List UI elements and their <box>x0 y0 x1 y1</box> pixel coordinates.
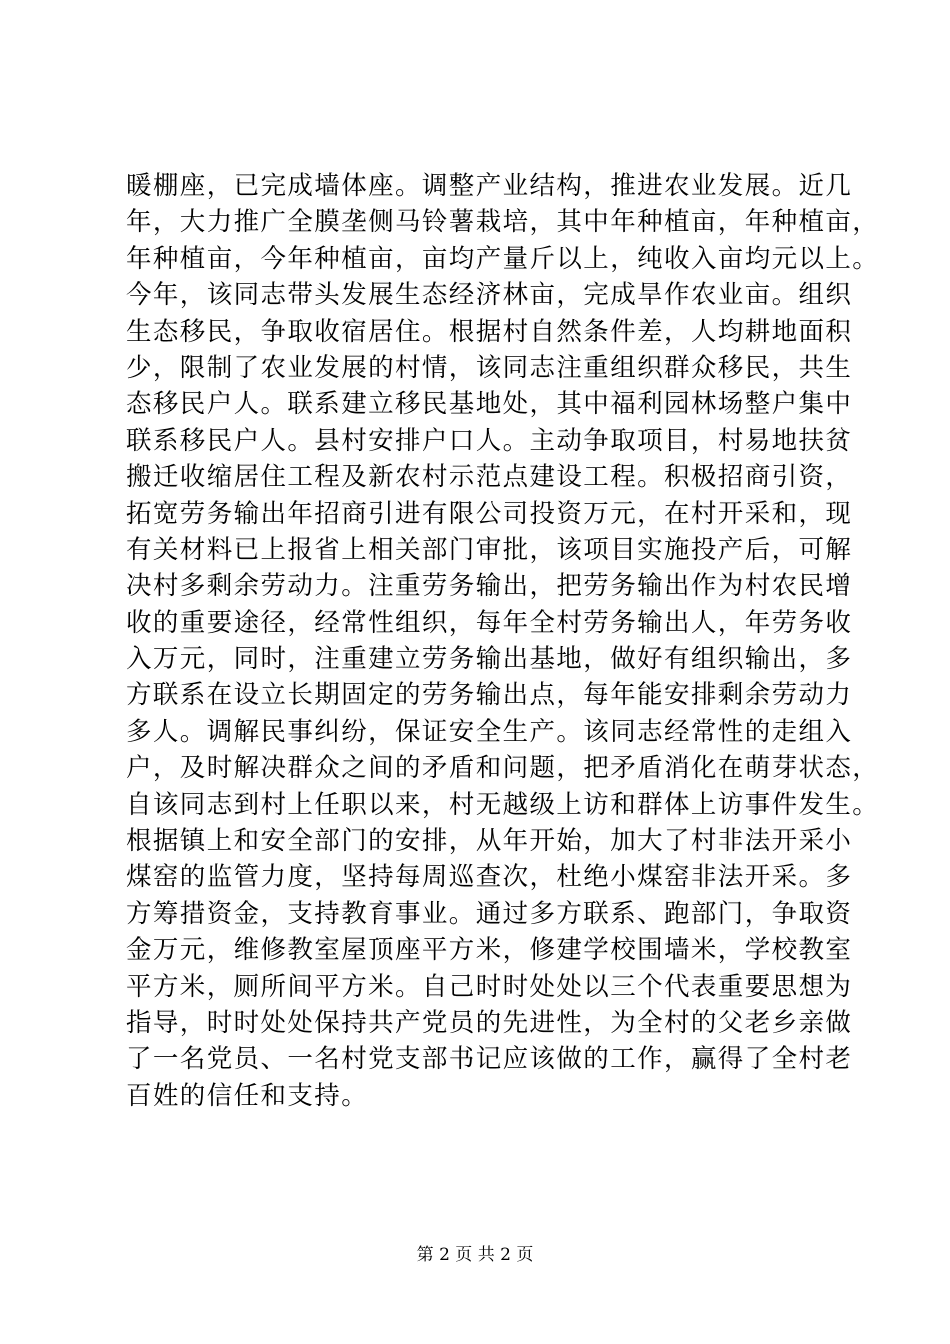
text-line: 入万元，同时，注重建立劳务输出基地，做好有组织输出，多 <box>126 644 853 675</box>
text-line: 方联系在设立长期固定的劳务输出点，每年能安排剩余劳动力 <box>126 680 853 711</box>
text-line: 煤窑的监管力度，坚持每周巡查次，杜绝小煤窑非法开采。多 <box>126 862 853 893</box>
body-paragraph <box>126 168 880 1114</box>
text-line: 指导，时时处处保持共产党员的先进性，为全村的父老乡亲做 <box>126 1007 853 1038</box>
text-line: 少，限制了农业发展的村情，该同志注重组织群众移民，共生 <box>126 352 853 383</box>
text-line: 了一名党员、一名村党支部书记应该做的工作，赢得了全村老 <box>126 1044 853 1075</box>
text-line: 平方米，厕所间平方米。自己时时处处以三个代表重要思想为 <box>126 971 853 1002</box>
text-line: 决村多剩余劳动力。注重劳务输出，把劳务输出作为村农民增 <box>126 571 853 602</box>
text-line: 暖棚座，已完成墙体座。调整产业结构，推进农业发展。近几 <box>126 171 853 201</box>
text-line: 方筹措资金，支持教育事业。通过多方联系、跑部门，争取资 <box>126 898 853 929</box>
text-line: 有关材料已上报省上相关部门审批，该项目实施投产后，可解 <box>126 534 853 565</box>
text-line: 多人。调解民事纠纷，保证安全生产。该同志经常性的走组入 <box>126 716 853 747</box>
text-line: 根据镇上和安全部门的安排，从年开始，加大了村非法开采小 <box>126 826 853 857</box>
text-line: 自该同志到村上任职以来，村无越级上访和群体上访事件发生。 <box>126 789 880 820</box>
text-line: 百姓的信任和支持。 <box>126 1080 369 1111</box>
text-line: 生态移民，争取收宿居住。根据村自然条件差，人均耕地面积 <box>126 316 853 347</box>
text-line: 年，大力推广全膜垄侧马铃薯栽培，其中年种植亩，年种植亩， <box>126 207 880 238</box>
text-line: 态移民户人。联系建立移民基地处，其中福利园林场整户集中 <box>126 389 853 420</box>
page-footer <box>0 1244 950 1266</box>
text-line: 搬迁收缩居住工程及新农村示范点建设工程。积极招商引资， <box>126 462 853 493</box>
text-line: 联系移民户人。县村安排户口人。主动争取项目，村易地扶贫 <box>126 425 853 456</box>
text-line: 金万元，维修教室屋顶座平方米，修建学校围墙米，学校教室 <box>126 935 853 966</box>
page-number-label: 第 2 页 共 2 页 <box>416 1245 534 1265</box>
text-line: 户，及时解决群众之间的矛盾和问题，把矛盾消化在萌芽状态， <box>126 753 880 784</box>
text-line: 拓宽劳务输出年招商引进有限公司投资万元，在村开采和，现 <box>126 498 853 529</box>
text-line: 收的重要途径，经常性组织，每年全村劳务输出人，年劳务收 <box>126 607 853 638</box>
text-line: 年种植亩，今年种植亩，亩均产量斤以上，纯收入亩均元以上。 <box>126 243 880 274</box>
text-line: 今年，该同志带头发展生态经济林亩，完成旱作农业亩。组织 <box>126 280 853 311</box>
